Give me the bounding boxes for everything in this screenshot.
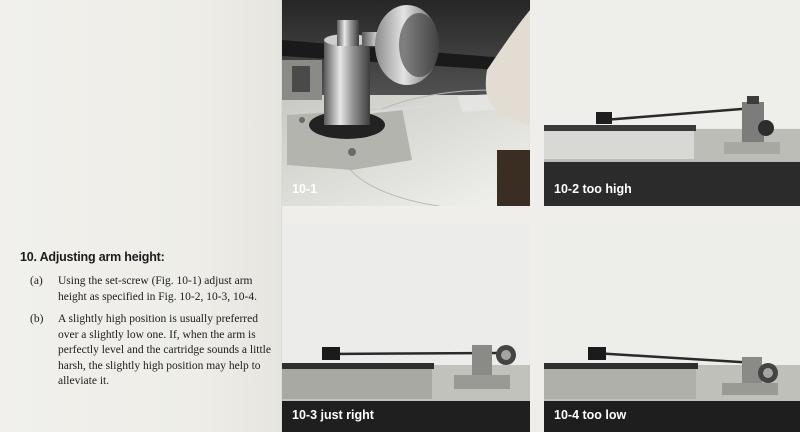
arm-just-right-image: [282, 225, 530, 432]
item-label: (a): [30, 275, 43, 287]
item-text: Using the set-screw (Fig. 10-1) adjust arm height as specified in Fig. 10-2, 10-3, 10-4.: [58, 275, 257, 303]
section-heading: 10. Adjusting arm height:: [20, 250, 165, 264]
figure-caption: 10-4 too low: [554, 408, 627, 422]
figure-caption: 10-1: [292, 182, 318, 196]
figure-10-3-photo: [282, 225, 530, 432]
arm-too-high-image: [544, 0, 800, 206]
item-label: (b): [30, 313, 44, 325]
figure-caption: 10-2 too high: [554, 182, 632, 196]
item-text: A slightly high position is usually preferred over a slightly low one. If, when the arm is perfectly level and the cartridge sounds a little harsh, the slightly high position may help to alleviate it.: [58, 313, 271, 387]
set-screw-closeup-image: [282, 0, 530, 206]
figure-10-1-photo: [282, 0, 530, 206]
arm-too-low-image: [544, 225, 800, 432]
figure-10-4-photo: [544, 225, 800, 432]
figure-10-2-photo: [544, 0, 800, 206]
figure-caption: 10-3 just right: [292, 408, 374, 422]
